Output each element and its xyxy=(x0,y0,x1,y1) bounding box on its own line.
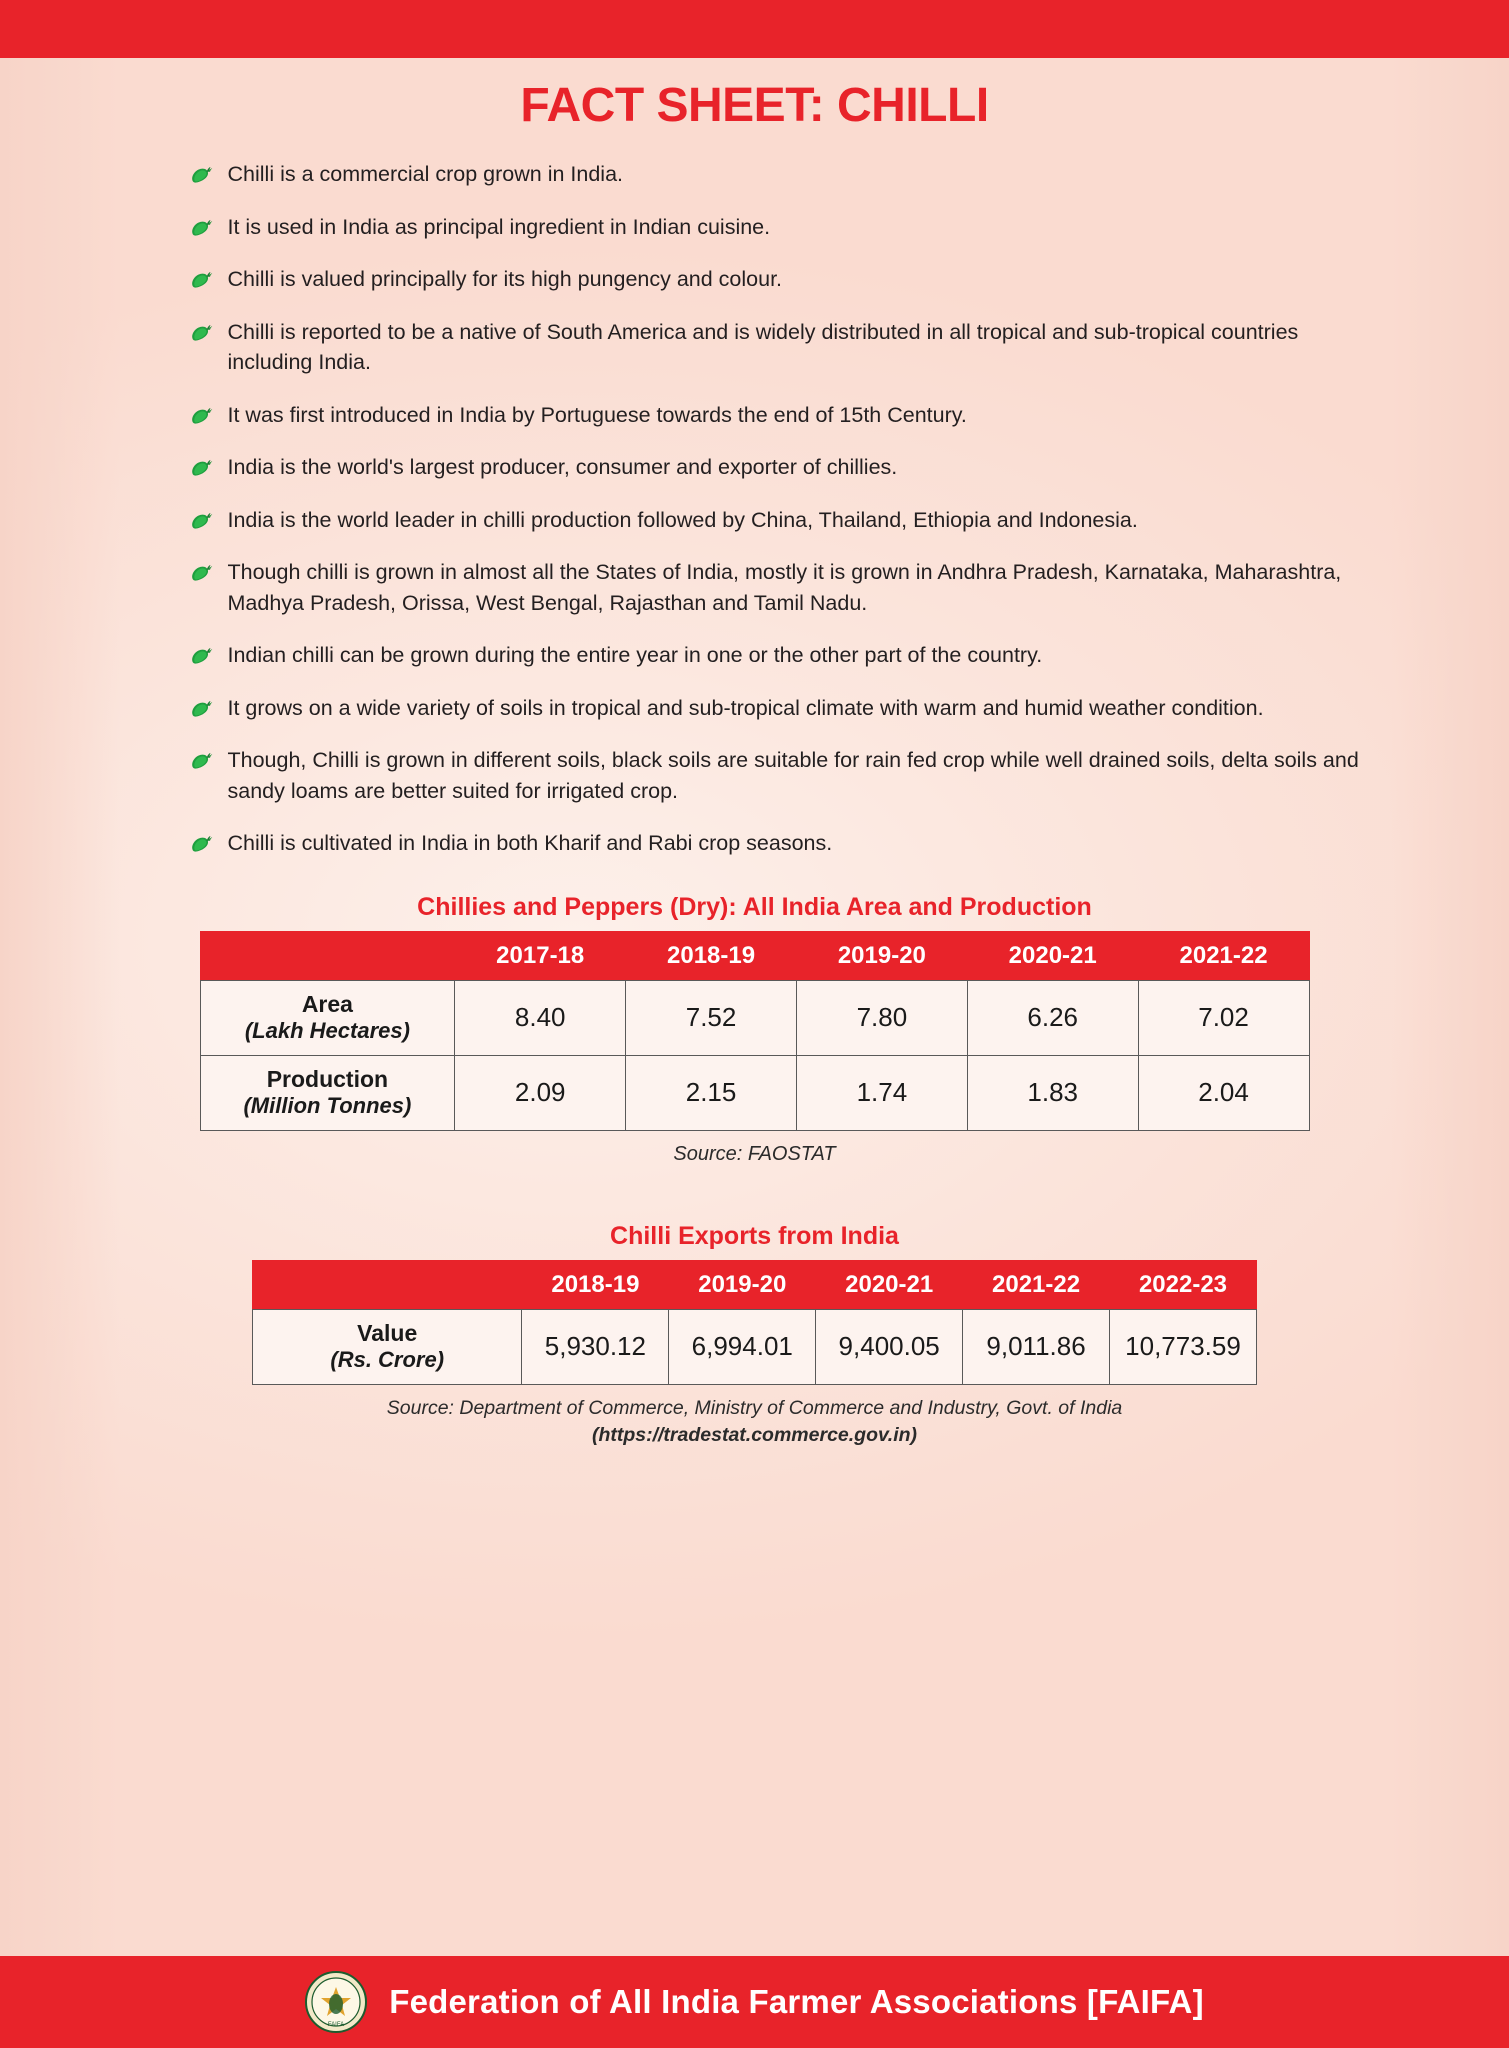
fact-bullet-item xyxy=(188,828,1370,859)
row-label-main: Value xyxy=(357,1319,418,1346)
row-label-unit: (Million Tonnes) xyxy=(243,1093,412,1119)
table2-col-2: 2020-21 xyxy=(816,1260,963,1309)
area-production-section xyxy=(55,893,1454,1166)
chilli-pepper-icon xyxy=(188,161,228,187)
top-red-band xyxy=(0,0,1509,58)
page-footer xyxy=(0,1956,1509,2048)
page-title: FACT SHEET: CHILLI xyxy=(520,79,989,132)
chilli-pepper-icon xyxy=(188,830,228,856)
table-cell-value: 2.15 xyxy=(626,1055,797,1130)
table-cell-value: 1.83 xyxy=(967,1055,1138,1130)
table1-col-0: 2017-18 xyxy=(455,931,626,980)
row-label-unit: (Lakh Hectares) xyxy=(244,1018,410,1044)
fact-bullet-text: Though, Chilli is grown in different soils, black soils are suitable for rain fed crop while well drained soils, delta soils and sandy loams are better suited for irrigated crop. xyxy=(227,748,1359,803)
area-production-table xyxy=(200,931,1310,1131)
chilli-pepper-icon xyxy=(188,695,228,721)
fact-bullet-text: Chilli is valued principally for its high pungency and colour. xyxy=(227,267,783,292)
table2-col-1: 2019-20 xyxy=(669,1260,816,1309)
fact-bullet-item xyxy=(188,693,1370,724)
table2-col-3: 2021-22 xyxy=(963,1260,1110,1309)
table1-corner-cell xyxy=(200,931,455,980)
chilli-pepper-icon xyxy=(188,214,228,240)
table-cell-value: 9,400.05 xyxy=(816,1309,963,1384)
table2-corner-cell xyxy=(253,1260,522,1309)
table2-source-line1: Source: Department of Commerce, Ministry of Commerce and Industry, Govt. of India xyxy=(386,1396,1123,1419)
page-content xyxy=(0,78,1509,1447)
table1-col-3: 2020-21 xyxy=(967,931,1138,980)
svg-text:FAIFA: FAIFA xyxy=(328,2022,345,2028)
table2-header-row xyxy=(253,1260,1257,1309)
chilli-pepper-icon xyxy=(188,454,228,480)
row-label-unit: (Rs. Crore) xyxy=(330,1347,445,1373)
chilli-exports-table xyxy=(252,1260,1257,1385)
faifa-emblem-icon xyxy=(305,1971,367,2033)
chilli-pepper-icon xyxy=(188,507,228,533)
fact-bullet-item xyxy=(188,159,1370,190)
chilli-pepper-icon xyxy=(188,747,228,773)
fact-bullet-item xyxy=(188,557,1370,618)
chilli-pepper-icon xyxy=(188,402,228,428)
table2-col-4: 2022-23 xyxy=(1110,1260,1257,1309)
table1-col-1: 2018-19 xyxy=(626,931,797,980)
table1-source: Source: FAOSTAT xyxy=(673,1142,836,1165)
table1-col-4: 2021-22 xyxy=(1138,931,1309,980)
table1-col-2: 2019-20 xyxy=(796,931,967,980)
footer-organization-name: Federation of All India Farmer Associations [FAIFA] xyxy=(389,1983,1204,2020)
fact-bullet-item xyxy=(188,640,1370,671)
table-cell-value: 2.09 xyxy=(455,1055,626,1130)
table1-body xyxy=(200,980,1309,1130)
table-cell-value: 7.80 xyxy=(796,980,967,1055)
table-row xyxy=(200,1055,1309,1130)
table-row xyxy=(200,980,1309,1055)
table-row xyxy=(253,1309,1257,1384)
fact-bullet-text: It is used in India as principal ingredient in Indian cuisine. xyxy=(227,214,771,239)
table2-body xyxy=(253,1309,1257,1384)
exports-section xyxy=(55,1222,1454,1447)
fact-bullet-text: Though chilli is grown in almost all the States of India, mostly it is grown in Andhra Pradesh, Karnataka, Maharashtra, Madhya Pradesh, Orissa, West Bengal, Rajasthan and Tamil Nadu. xyxy=(227,560,1342,615)
table-cell-value: 6,994.01 xyxy=(669,1309,816,1384)
row-label-main: Area xyxy=(301,990,353,1017)
fact-bullet-item xyxy=(188,264,1370,295)
chilli-pepper-icon xyxy=(188,266,228,292)
fact-bullet-text: India is the world's largest producer, consumer and exporter of chillies. xyxy=(227,455,898,480)
table-cell-value: 7.52 xyxy=(626,980,797,1055)
table2-source-line2: (https://tradestat.commerce.gov.in) xyxy=(591,1423,918,1446)
fact-bullet-item xyxy=(188,505,1370,536)
facts-list xyxy=(140,159,1370,859)
chilli-pepper-icon xyxy=(188,319,228,345)
fact-bullet-item xyxy=(188,317,1370,378)
table-row-label xyxy=(200,1055,455,1130)
table-cell-value: 8.40 xyxy=(455,980,626,1055)
fact-bullet-item xyxy=(188,212,1370,243)
table-cell-value: 5,930.12 xyxy=(522,1309,669,1384)
fact-bullet-text: Chilli is a commercial crop grown in India. xyxy=(227,162,624,186)
table-cell-value: 1.74 xyxy=(796,1055,967,1130)
table1-header-row xyxy=(200,931,1309,980)
fact-bullet-text: It was first introduced in India by Portuguese towards the end of 15th Century. xyxy=(227,402,967,427)
fact-bullet-item xyxy=(188,452,1370,483)
table-cell-value: 9,011.86 xyxy=(963,1309,1110,1384)
table2-col-0: 2018-19 xyxy=(522,1260,669,1309)
table1-title: Chillies and Peppers (Dry): All India Area and Production xyxy=(417,892,1092,921)
fact-bullet-text: Chilli is cultivated in India in both Kharif and Rabi crop seasons. xyxy=(227,831,833,856)
table-cell-value: 10,773.59 xyxy=(1110,1309,1257,1384)
chilli-pepper-icon xyxy=(188,642,228,668)
table-cell-value: 2.04 xyxy=(1138,1055,1309,1130)
table2-title: Chilli Exports from India xyxy=(610,1221,899,1250)
row-label-main: Production xyxy=(266,1065,389,1092)
fact-bullet-item xyxy=(188,745,1370,806)
table-cell-value: 7.02 xyxy=(1138,980,1309,1055)
fact-bullet-text: Chilli is reported to be a native of South America and is widely distributed in all tropical and sub-tropical countries including India. xyxy=(227,319,1299,375)
fact-bullet-item xyxy=(188,400,1370,431)
table-cell-value: 6.26 xyxy=(967,980,1138,1055)
chilli-pepper-icon xyxy=(188,559,228,585)
fact-bullet-text: It grows on a wide variety of soils in tropical and sub-tropical climate with warm and humid weather condition. xyxy=(227,695,1264,720)
table-row-label xyxy=(200,980,455,1055)
fact-bullet-text: Indian chilli can be grown during the entire year in one or the other part of the country. xyxy=(227,643,1043,668)
fact-bullet-text: India is the world leader in chilli production followed by China, Thailand, Ethiopia and Indonesia. xyxy=(227,507,1138,532)
table-row-label xyxy=(253,1309,522,1384)
